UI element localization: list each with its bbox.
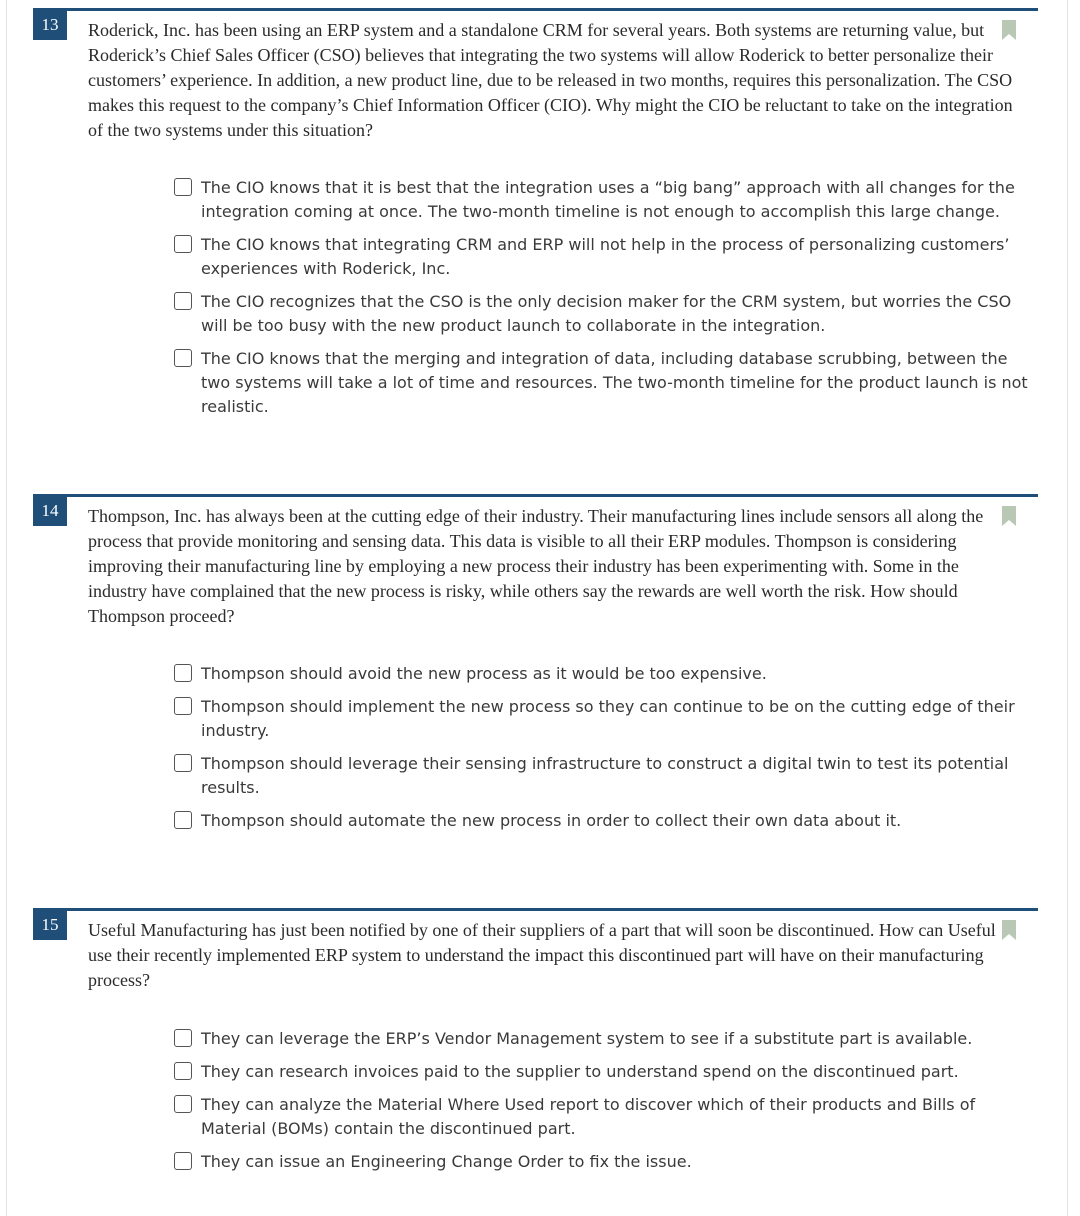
option-label: The CIO knows that it is best that the integration uses a “big bang” approach with all changes for the integration coming at once. The two-month timeline is not enough to accomplish this large change. [201,178,1015,221]
question-text: Roderick, Inc. has been using an ERP system and a standalone CRM for several years. Both systems are returning value, but Roderick’s Chief Sales Officer (CSO) believes that integrating the two systems will allow Roderick to better personalize their customers’ experience. In addition, a new product line, due to be released in two months, requires this personalization. The CSO makes this request to the company’s Chief Information Officer (CIO). Why might the CIO be reluctant to take on the integration of the two systems under this situation? [88,20,1013,140]
answer-option[interactable] [172,1060,1032,1084]
bookmark-icon[interactable] [1002,20,1016,40]
option-label: Thompson should automate the new process in order to collect their own data about it. [201,811,902,830]
answer-option[interactable] [172,233,1032,281]
checkbox[interactable] [174,811,192,829]
answer-option[interactable] [172,662,1032,686]
question-number: 14 [33,496,67,526]
checkbox[interactable] [174,349,192,367]
checkbox[interactable] [174,754,192,772]
question-divider [33,494,1038,497]
question-number: 15 [33,910,67,940]
option-label: They can issue an Engineering Change Order to fix the issue. [201,1152,692,1171]
option-label: They can analyze the Material Where Used report to discover which of their products and Bills of Material (BOMs) contain the discontinued part. [201,1095,976,1138]
bookmark-icon[interactable] [1002,506,1016,526]
answer-option[interactable] [172,290,1032,338]
question-divider [33,8,1038,11]
answer-options [172,1027,1032,1183]
option-label: The CIO knows that the merging and integration of data, including database scrubbing, between the two systems will take a lot of time and resources. The two-month timeline for the product launch is not realistic. [201,349,1028,416]
option-label: They can leverage the ERP’s Vendor Management system to see if a substitute part is available. [201,1029,973,1048]
checkbox[interactable] [174,1029,192,1047]
answer-option[interactable] [172,752,1032,800]
question-text: Thompson, Inc. has always been at the cutting edge of their industry. Their manufacturing lines include sensors all along the process that provide monitoring and sensing data. This data is visible to all their ERP modules. Thompson is considering improving their manufacturing line by employing a new process their industry has been experimenting with. Some in the industry have complained that the new process is risky, while others say the rewards are well worth the risk. How should Thompson proceed? [88,506,984,626]
checkbox[interactable] [174,1062,192,1080]
answer-options [172,176,1032,428]
checkbox[interactable] [174,1152,192,1170]
answer-option[interactable] [172,809,1032,833]
option-label: Thompson should avoid the new process as it would be too expensive. [201,664,767,683]
answer-option[interactable] [172,1027,1032,1051]
checkbox[interactable] [174,664,192,682]
option-label: The CIO recognizes that the CSO is the only decision maker for the CRM system, but worries the CSO will be too busy with the new product launch to collaborate in the integration. [201,292,1012,335]
question-text: Useful Manufacturing has just been notified by one of their suppliers of a part that will soon be discontinued. How can Useful use their recently implemented ERP system to understand the impact this discontinued part will have on their manufacturing process? [88,920,996,990]
option-label: The CIO knows that integrating CRM and ERP will not help in the process of personalizing customers’ experiences with Roderick, Inc. [201,235,1010,278]
checkbox[interactable] [174,178,192,196]
option-label: Thompson should implement the new process so they can continue to be on the cutting edge of their industry. [201,697,1015,740]
option-label: Thompson should leverage their sensing infrastructure to construct a digital twin to test its potential results. [201,754,1009,797]
checkbox[interactable] [174,697,192,715]
question-number: 13 [33,10,67,40]
answer-options [172,662,1032,842]
checkbox[interactable] [174,235,192,253]
answer-option[interactable] [172,176,1032,224]
answer-option[interactable] [172,695,1032,743]
option-label: They can research invoices paid to the supplier to understand spend on the discontinued part. [201,1062,959,1081]
bookmark-icon[interactable] [1002,920,1016,940]
answer-option[interactable] [172,1150,1032,1174]
checkbox[interactable] [174,292,192,310]
checkbox[interactable] [174,1095,192,1113]
answer-option[interactable] [172,347,1032,419]
answer-option[interactable] [172,1093,1032,1141]
question-divider [33,908,1038,911]
